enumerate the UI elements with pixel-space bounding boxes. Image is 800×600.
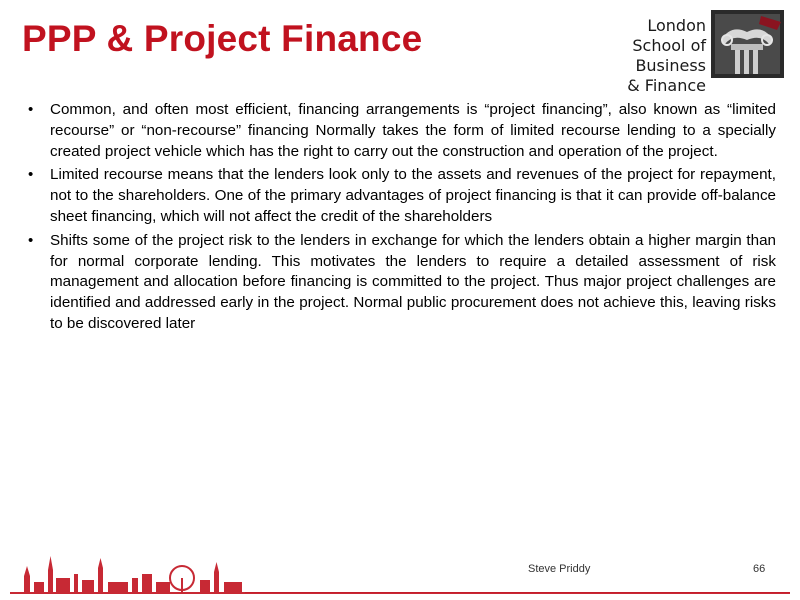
bullet-list [26, 100, 776, 338]
bullet-text: Shifts some of the project risk to the lenders in exchange for which the lenders obtain a higher margin than for normal corporate lending. This motivates the lenders to require a detailed assessment of risk management and allocation before financing is committed to the project. Thus major project challenges are identified and addressed early in the project. Normal public procurement does not achieve this, leaving risks to be discovered later [50, 231, 776, 332]
bullet-item [26, 231, 776, 335]
bullet-marker: • [28, 166, 34, 184]
logo-line-3: & Finance [627, 76, 706, 95]
footer-author: Steve Priddy [528, 563, 591, 575]
bullet-text: Common, and often most efficient, financing arrangements is “project financing”, also known as “limited recourse” or “non-recourse” financing Normally takes the form of limited recourse lending to a specially created project vehicle which has the right to carry out the construction and operation of the project. [50, 101, 776, 160]
bullet-marker: • [28, 101, 34, 118]
school-logo [560, 10, 784, 95]
bullet-item [26, 165, 776, 227]
logo-text [560, 16, 706, 96]
london-skyline-graphic [10, 548, 790, 598]
logo-line-1: London [647, 16, 706, 35]
bullet-text: Limited recourse means that the lenders look only to the assets and revenues of the project for repayment, not to the shareholders. One of the primary advantages of project financing is that it can provide off-balance sheet financing, which will not affect the credit of the shareholders [50, 166, 776, 225]
column-capital-icon [711, 10, 784, 78]
page-number: 66 [753, 563, 766, 575]
slide-title: PPP & Project Finance [22, 18, 423, 59]
bullet-item [26, 100, 776, 162]
bullet-marker: • [28, 231, 34, 249]
logo-line-2: School of Business [632, 36, 706, 75]
